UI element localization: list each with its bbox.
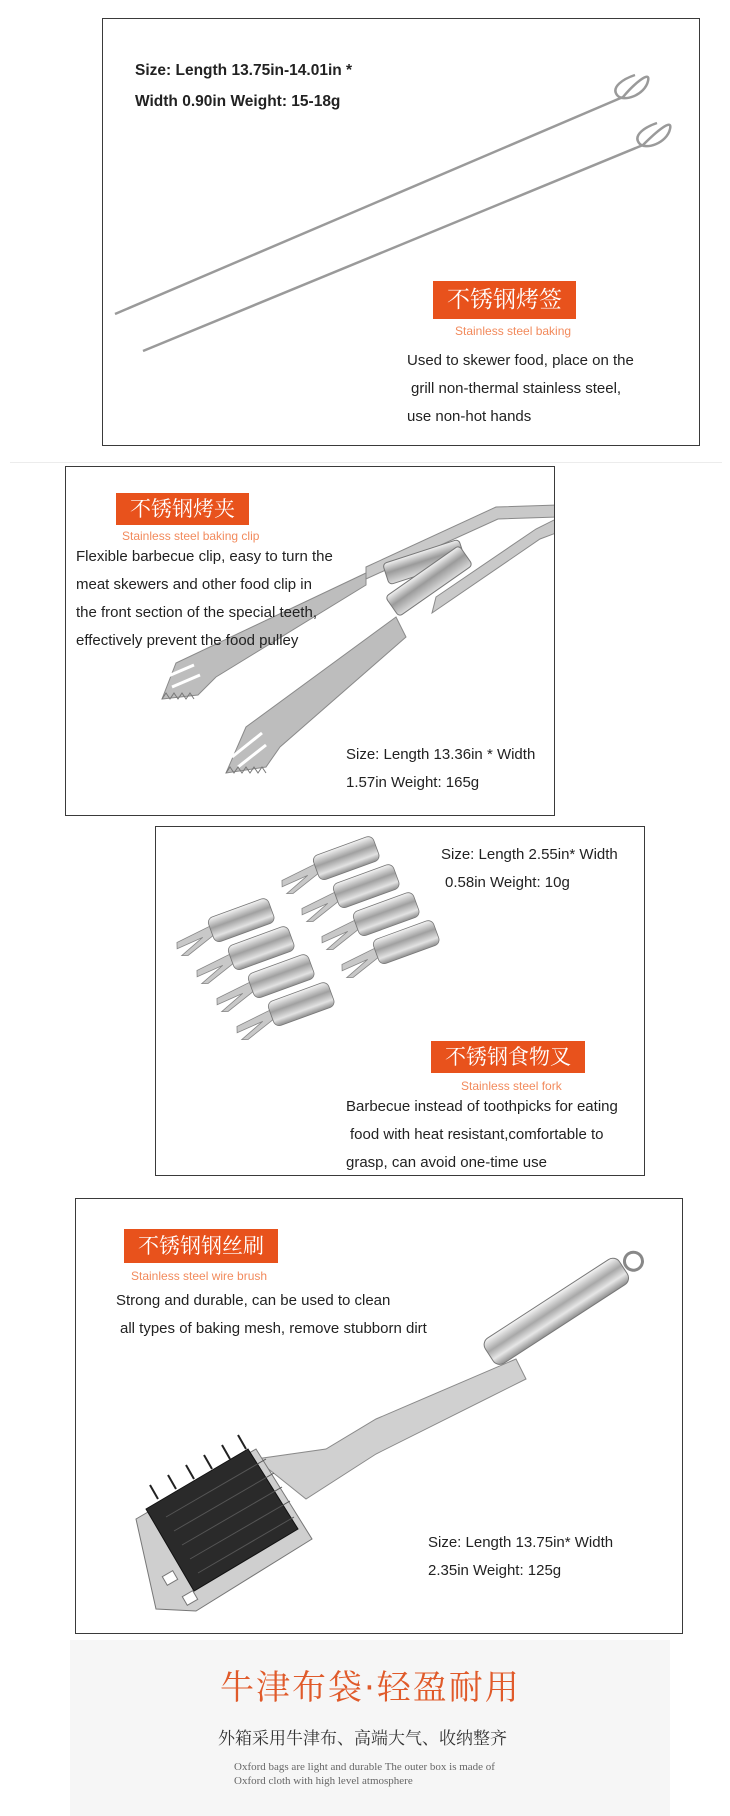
- forks-tag-en: Stainless steel fork: [461, 1079, 562, 1093]
- forks-desc-line-2: food with heat resistant,comfortable to: [350, 1126, 604, 1143]
- tongs-description: [76, 543, 333, 655]
- forks-spec-line-1: Size: Length 2.55in* Width: [441, 846, 618, 863]
- forks-tag: 不锈钢食物叉: [431, 1041, 585, 1073]
- skewer-spec-line-2: Width 0.90in Weight: 15-18g: [135, 93, 341, 110]
- skewer-panel: [102, 18, 700, 446]
- forks-desc-line-1: Barbecue instead of toothpicks for eating: [346, 1098, 618, 1115]
- brush-tag: 不锈钢钢丝刷: [124, 1229, 278, 1263]
- brush-spec: [428, 1529, 613, 1585]
- forks-spec-line-2: 0.58in Weight: 10g: [445, 874, 570, 891]
- skewer-desc-line-1: Used to skewer food, place on the: [407, 352, 634, 369]
- skewer-tag: 不锈钢烤签: [433, 281, 576, 319]
- tongs-tag-en: Stainless steel baking clip: [122, 529, 260, 543]
- tongs-spec-line-1: Size: Length 13.36in * Width: [346, 746, 536, 763]
- brush-spec-line-2: 2.35in Weight: 125g: [428, 1562, 562, 1579]
- skewer-description: [407, 347, 634, 431]
- banner-english-line-2: Oxford cloth with high level atmosphere: [234, 1775, 413, 1787]
- brush-desc-line-1: Strong and durable, can be used to clean: [116, 1292, 391, 1309]
- brush-panel: [75, 1198, 683, 1634]
- tongs-spec-line-2: 1.57in Weight: 165g: [346, 774, 480, 791]
- banner-title: 牛津布袋·轻盈耐用: [220, 1668, 521, 1708]
- tongs-desc-line-4: effectively prevent the food pulley: [76, 632, 299, 649]
- brush-desc-line-2: all types of baking mesh, remove stubborn dirt: [120, 1320, 427, 1337]
- banner-subtitle: 外箱采用牛津布、高端大气、收纳整齐: [218, 1729, 507, 1749]
- tongs-desc-line-1: Flexible barbecue clip, easy to turn the: [76, 548, 333, 565]
- oxford-bag-banner: [70, 1640, 670, 1816]
- tongs-desc-line-3: the front section of the special teeth,: [76, 604, 317, 621]
- brush-tag-en: Stainless steel wire brush: [131, 1269, 268, 1283]
- brush-spec-line-1: Size: Length 13.75in* Width: [428, 1534, 614, 1551]
- skewer-spec-line-1: Size: Length 13.75in-14.01in *: [135, 62, 353, 79]
- skewer-desc-line-3: use non-hot hands: [407, 408, 532, 425]
- tongs-panel: [65, 466, 555, 816]
- banner-english-line-1: Oxford bags are light and durable The outer box is made of: [234, 1761, 495, 1773]
- tongs-spec: [346, 741, 535, 797]
- tongs-tag: 不锈钢烤夹: [116, 493, 249, 525]
- skewer-tag-en: Stainless steel baking: [455, 324, 572, 338]
- forks-desc-line-3: grasp, can avoid one-time use: [346, 1154, 547, 1171]
- forks-panel: [155, 826, 645, 1176]
- section-divider: [10, 462, 722, 463]
- skewer-desc-line-2: grill non-thermal stainless steel,: [411, 380, 622, 397]
- tongs-desc-line-2: meat skewers and other food clip in: [76, 576, 312, 593]
- banner-english-text: [234, 1760, 495, 1788]
- forks-description: [346, 1093, 618, 1176]
